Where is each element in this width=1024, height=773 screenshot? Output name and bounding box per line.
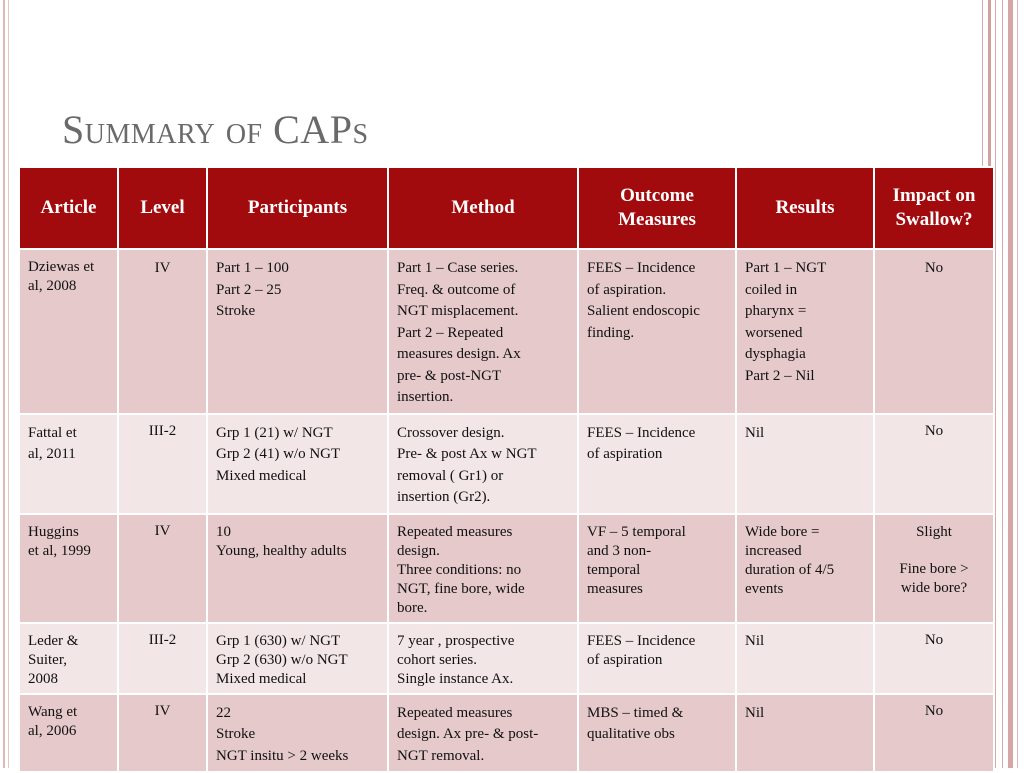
right-border-line-6 — [1017, 0, 1018, 768]
table-header-row — [19, 167, 994, 249]
text-line: NGT insitu > 2 weeks — [216, 747, 349, 764]
text-line: Leder & — [28, 632, 79, 649]
caps-summary-table — [18, 166, 995, 773]
text-line: insertion. — [397, 389, 454, 405]
text-line: removal ( Gr1) or — [397, 467, 504, 484]
text-line: al, 2006 — [28, 722, 77, 739]
text-line: measures design. Ax — [397, 346, 521, 362]
text-line: al, 2011 — [28, 446, 76, 462]
header-method: Method — [388, 167, 578, 249]
cell-impact: No — [874, 623, 994, 694]
cell-article — [19, 694, 118, 773]
text-line: Part 2 – Repeated — [397, 324, 504, 341]
text-line: Part 1 – NGT — [745, 260, 827, 276]
header-article: Article — [19, 167, 118, 249]
text-line: Slight — [916, 523, 952, 540]
text-line: worsened — [745, 324, 803, 341]
text-line: Part 1 – Case series. — [397, 260, 519, 276]
text-line: pharynx = — [745, 303, 807, 319]
table-row — [19, 694, 994, 773]
header-results: Results — [736, 167, 874, 249]
table-row — [19, 414, 994, 514]
cell-results — [736, 623, 874, 694]
cell-method — [388, 249, 578, 414]
text-line: Part 2 – Nil — [745, 367, 815, 384]
cell-results — [736, 414, 874, 514]
cell-impact: No — [874, 414, 994, 514]
text-line: Grp 1 (21) w/ NGT — [216, 424, 333, 441]
right-border-line-4 — [1002, 0, 1003, 768]
text-line: Fine bore > — [899, 560, 969, 577]
text-line: FEES – Incidence — [587, 260, 696, 276]
text-line: 7 year , prospective — [397, 632, 515, 649]
cell-level: IV — [118, 249, 207, 414]
text-line: Part 2 – 25 — [216, 281, 282, 298]
text-line: et al, 1999 — [28, 542, 91, 559]
text-line: temporal — [587, 561, 641, 578]
text-line: Grp 2 (41) w/o NGT — [216, 446, 341, 462]
cell-outcome — [578, 694, 736, 773]
text-line: Wang et — [28, 703, 78, 720]
text-line: events — [745, 580, 784, 597]
slide-title: Summary of CAPs — [62, 107, 369, 152]
cell-participants — [207, 623, 388, 694]
text-line: Nil — [745, 632, 765, 649]
text-line: Repeated measures — [397, 523, 513, 540]
text-line: Mixed medical — [216, 467, 307, 484]
text-line: cohort series. — [397, 651, 477, 668]
table-row — [19, 514, 994, 623]
text-line: Huggins — [28, 523, 79, 540]
cell-method — [388, 623, 578, 694]
left-border-line-thin — [8, 0, 9, 768]
text-line: Fattal et — [28, 424, 77, 441]
cell-participants — [207, 414, 388, 514]
text-line: Suiter, — [28, 651, 67, 668]
cell-outcome — [578, 414, 736, 514]
text-line: NGT misplacement. — [397, 303, 519, 319]
cell-outcome — [578, 623, 736, 694]
text-line: Crossover design. — [397, 424, 505, 441]
cell-outcome — [578, 249, 736, 414]
header-impact-on-swallow: Impact on Swallow? — [874, 167, 994, 249]
text-line: Repeated measures — [397, 704, 513, 721]
cell-results — [736, 249, 874, 414]
cell-impact: No — [874, 249, 994, 414]
cell-article — [19, 514, 118, 623]
text-line: pre- & post-NGT — [397, 367, 502, 384]
text-line: Young, healthy adults — [216, 542, 347, 559]
cell-method — [388, 694, 578, 773]
right-border-line-3 — [995, 0, 996, 768]
text-line: 2008 — [28, 670, 58, 687]
cell-level: IV — [118, 694, 207, 773]
text-line: Three conditions: no — [397, 561, 522, 578]
cell-impact — [874, 514, 994, 623]
header-level: Level — [118, 167, 207, 249]
blank-line — [883, 542, 985, 560]
text-line: bore. — [397, 599, 428, 616]
text-line: FEES – Incidence — [587, 424, 696, 441]
cell-article — [19, 249, 118, 414]
table-row — [19, 623, 994, 694]
cell-level: III-2 — [118, 623, 207, 694]
text-line: NGT removal. — [397, 747, 485, 764]
right-border-line-5 — [1008, 0, 1013, 768]
text-line: design. — [397, 542, 440, 559]
text-line: 22 — [216, 704, 231, 721]
text-line: Single instance Ax. — [397, 670, 514, 687]
header-outcome-measures: Outcome Measures — [578, 167, 736, 249]
text-line: measures — [587, 580, 643, 597]
text-line: of aspiration — [587, 446, 663, 462]
text-line: al, 2008 — [28, 278, 77, 294]
text-line: FEES – Incidence — [587, 632, 696, 649]
text-line: Part 1 – 100 — [216, 260, 289, 276]
text-line: Dziewas et — [28, 259, 95, 275]
table-row — [19, 249, 994, 414]
text-line: Wide bore = — [745, 523, 820, 540]
text-line: Nil — [745, 704, 765, 721]
cell-participants — [207, 514, 388, 623]
cell-method — [388, 514, 578, 623]
text-line: finding. — [587, 324, 635, 341]
cell-participants — [207, 249, 388, 414]
cell-method — [388, 414, 578, 514]
text-line: design. Ax pre- & post- — [397, 726, 539, 742]
cell-impact: No — [874, 694, 994, 773]
text-line: Stroke — [216, 726, 256, 742]
text-line: qualitative obs — [587, 726, 675, 742]
cell-results — [736, 694, 874, 773]
text-line: of aspiration — [587, 651, 663, 668]
text-line: and 3 non- — [587, 542, 652, 559]
text-line: NGT, fine bore, wide — [397, 580, 525, 597]
text-line: of aspiration. — [587, 281, 667, 298]
cell-level: III-2 — [118, 414, 207, 514]
text-line: dysphagia — [745, 346, 806, 362]
text-line: insertion (Gr2). — [397, 489, 491, 505]
text-line: Freq. & outcome of — [397, 281, 516, 298]
text-line: Grp 1 (630) w/ NGT — [216, 632, 341, 649]
text-line: increased — [745, 542, 802, 559]
text-line: Stroke — [216, 303, 256, 319]
cell-participants — [207, 694, 388, 773]
cell-results — [736, 514, 874, 623]
header-participants: Participants — [207, 167, 388, 249]
cell-outcome — [578, 514, 736, 623]
left-border-line — [3, 0, 5, 768]
text-line: MBS – timed & — [587, 704, 684, 721]
text-line: 10 — [216, 523, 231, 540]
text-line: Grp 2 (630) w/o NGT — [216, 651, 348, 668]
text-line: Mixed medical — [216, 670, 307, 687]
text-line: Pre- & post Ax w NGT — [397, 446, 537, 462]
text-line: coiled in — [745, 281, 798, 298]
text-line: VF – 5 temporal — [587, 523, 686, 540]
cell-article — [19, 623, 118, 694]
text-line: Nil — [745, 424, 765, 441]
text-line: duration of 4/5 — [745, 561, 835, 578]
text-line: wide bore? — [900, 579, 968, 596]
text-line: Salient endoscopic — [587, 303, 700, 319]
cell-article — [19, 414, 118, 514]
cell-level: IV — [118, 514, 207, 623]
